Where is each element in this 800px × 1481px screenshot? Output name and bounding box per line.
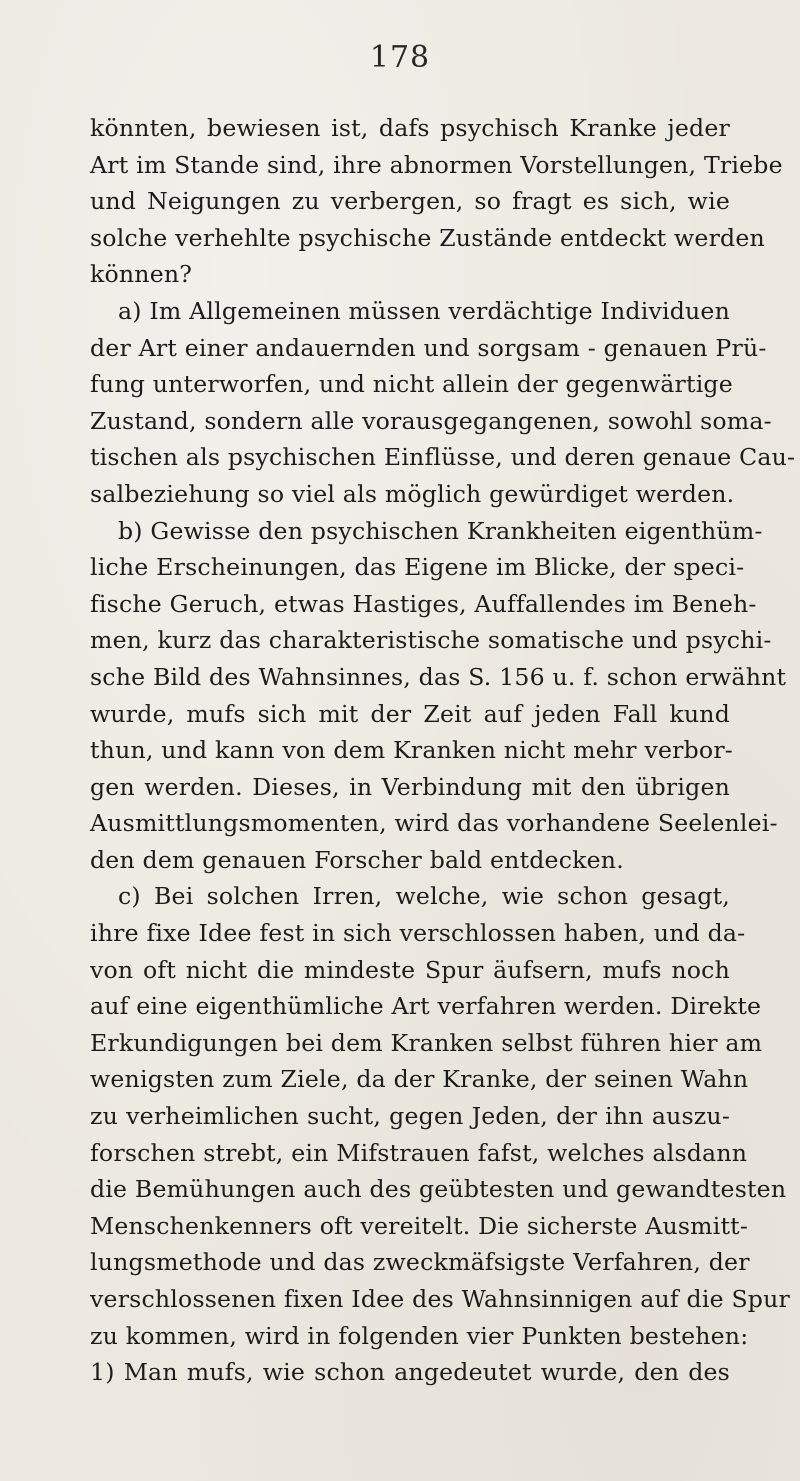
text-line: solche verhehlte psychische Zustände entdeckt werden — [90, 223, 765, 252]
text-line: gen werden. Dieses, in Verbindung mit den übrigen — [90, 772, 730, 801]
text-line: Ausmittlungsmomenten, wird das vorhandene Seelenlei- — [90, 809, 778, 838]
paragraph-c-start: c) Bei solchen Irren, welche, wie schon gesagt, — [118, 882, 730, 911]
text-line: der Art einer andauernden und sorgsam - genauen Prü- — [90, 333, 767, 362]
body-text — [90, 110, 796, 1391]
paragraph-b-start: b) Gewisse den psychischen Krankheiten eigenthüm- — [118, 516, 763, 545]
text-line: fung unterworfen, und nicht allein der gegenwärtige — [90, 370, 733, 399]
text-line: könnten, bewiesen ist, dafs psychisch Kranke jeder — [90, 114, 730, 142]
text-line: zu verheimlichen sucht, gegen Jeden, der ihn auszu- — [90, 1102, 730, 1131]
text-line: von oft nicht die mindeste Spur äufsern, mufs noch — [90, 955, 730, 984]
text-line: wurde, mufs sich mit der Zeit auf jeden Fall kund — [90, 699, 730, 728]
text-line: sche Bild des Wahnsinnes, das S. 156 u. f. schon erwähnt — [90, 662, 787, 691]
paragraph-a-start: a) Im Allgemeinen müssen verdächtige Individuen — [118, 296, 730, 325]
text-line: können? — [90, 260, 193, 289]
text-line: zu kommen, wird in folgenden vier Punkten bestehen: — [90, 1321, 749, 1350]
text-line: Menschenkenners oft vereitelt. Die sicherste Ausmitt- — [90, 1211, 749, 1240]
text-line: ihre fixe Idee fest in sich verschlossen haben, und da- — [90, 919, 746, 948]
text-line: den dem genauen Forscher bald entdecken. — [90, 845, 624, 874]
text-line: verschlossenen fixen Idee des Wahnsinnigen auf die Spur — [90, 1285, 790, 1313]
text-line: Erkundigungen bei dem Kranken selbst führen hier am — [90, 1028, 763, 1057]
text-line: liche Erscheinungen, das Eigene im Blicke, der speci- — [90, 553, 745, 582]
text-line: Art im Stande sind, ihre abnormen Vorstellungen, Triebe — [90, 150, 783, 179]
text-line: auf eine eigenthümliche Art verfahren werden. Direkte — [90, 992, 762, 1021]
text-line: Zustand, sondern alle vorausgegangenen, sowohl soma- — [90, 406, 772, 435]
text-line: fische Geruch, etwas Hastiges, Auffallendes im Beneh- — [90, 589, 757, 618]
text-line: forschen strebt, ein Mifstrauen fafst, welches alsdann — [90, 1138, 748, 1167]
text-line: tischen als psychischen Einflüsse, und deren genaue Cau- — [90, 443, 796, 472]
text-line: thun, und kann von dem Kranken nicht mehr verbor- — [90, 736, 733, 765]
text-line: wenigsten zum Ziele, da der Kranke, der seinen Wahn — [90, 1065, 749, 1094]
page-number: 178 — [369, 40, 431, 75]
text-line: und Neigungen zu verbergen, so fragt es sich, wie — [90, 187, 730, 216]
text-line: die Bemühungen auch des geübtesten und gewandtesten — [90, 1175, 787, 1204]
text-line: men, kurz das charakteristische somatische und psychi- — [90, 626, 772, 655]
text-line: 1) Man mufs, wie schon angedeutet wurde, den des — [90, 1358, 730, 1387]
text-line: salbeziehung so viel als möglich gewürdiget werden. — [90, 479, 735, 508]
text-line: lungsmethode und das zweckmäfsigste Verfahren, der — [90, 1248, 750, 1277]
